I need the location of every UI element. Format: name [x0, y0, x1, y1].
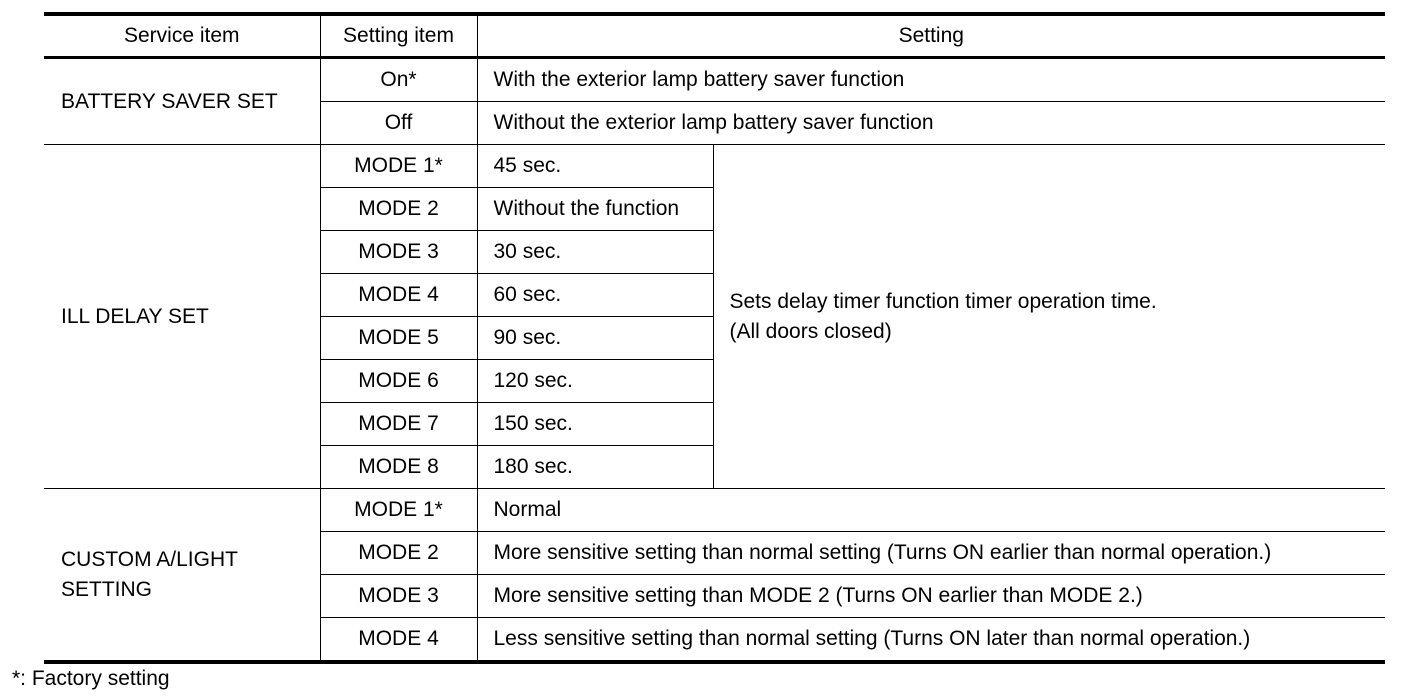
setting-item-cell: MODE 6	[320, 360, 477, 403]
setting-cell: Without the exterior lamp battery saver function	[477, 102, 1385, 145]
header-service-item: Service item	[44, 14, 320, 58]
setting-cell: Less sensitive setting than normal setting (Turns ON later than normal operation.)	[477, 618, 1385, 663]
setting-cell: 60 sec.	[477, 274, 713, 317]
footnote: *: Factory setting	[12, 667, 170, 690]
setting-cell: With the exterior lamp battery saver function	[477, 58, 1385, 102]
service-custom-alight-text: CUSTOM A/LIGHT SETTING	[61, 547, 238, 601]
setting-item-cell: MODE 3	[320, 231, 477, 274]
ill-delay-description	[713, 145, 1385, 489]
header-setting-item: Setting item	[320, 14, 477, 58]
setting-cell: 45 sec.	[477, 145, 713, 188]
setting-item-cell: MODE 2	[320, 532, 477, 575]
setting-cell: 150 sec.	[477, 403, 713, 446]
setting-cell: 180 sec.	[477, 446, 713, 489]
setting-cell: More sensitive setting than MODE 2 (Turns ON earlier than MODE 2.)	[477, 575, 1385, 618]
setting-item-cell: MODE 8	[320, 446, 477, 489]
service-battery-saver: BATTERY SAVER SET	[44, 58, 320, 145]
setting-item-cell: MODE 7	[320, 403, 477, 446]
table-row	[44, 489, 1385, 532]
setting-cell: 90 sec.	[477, 317, 713, 360]
setting-item-cell: MODE 1*	[320, 145, 477, 188]
setting-cell: 30 sec.	[477, 231, 713, 274]
setting-item-cell: MODE 2	[320, 188, 477, 231]
setting-item-cell: MODE 4	[320, 618, 477, 663]
setting-item-cell: On*	[320, 58, 477, 102]
setting-item-cell: Off	[320, 102, 477, 145]
table-row	[44, 145, 1385, 188]
table-row	[44, 58, 1385, 102]
header-setting: Setting	[477, 14, 1385, 58]
ill-delay-description-text: Sets delay timer function timer operation time. (All doors closed)	[729, 289, 1157, 343]
setting-cell: More sensitive setting than normal setting (Turns ON earlier than normal operation.)	[477, 532, 1385, 575]
settings-table	[44, 12, 1385, 664]
setting-cell: 120 sec.	[477, 360, 713, 403]
service-custom-alight	[44, 489, 320, 663]
setting-item-cell: MODE 3	[320, 575, 477, 618]
setting-cell: Normal	[477, 489, 1385, 532]
service-ill-delay: ILL DELAY SET	[44, 145, 320, 489]
setting-cell: Without the function	[477, 188, 713, 231]
setting-item-cell: MODE 5	[320, 317, 477, 360]
header-row	[44, 14, 1385, 58]
setting-item-cell: MODE 4	[320, 274, 477, 317]
setting-item-cell: MODE 1*	[320, 489, 477, 532]
